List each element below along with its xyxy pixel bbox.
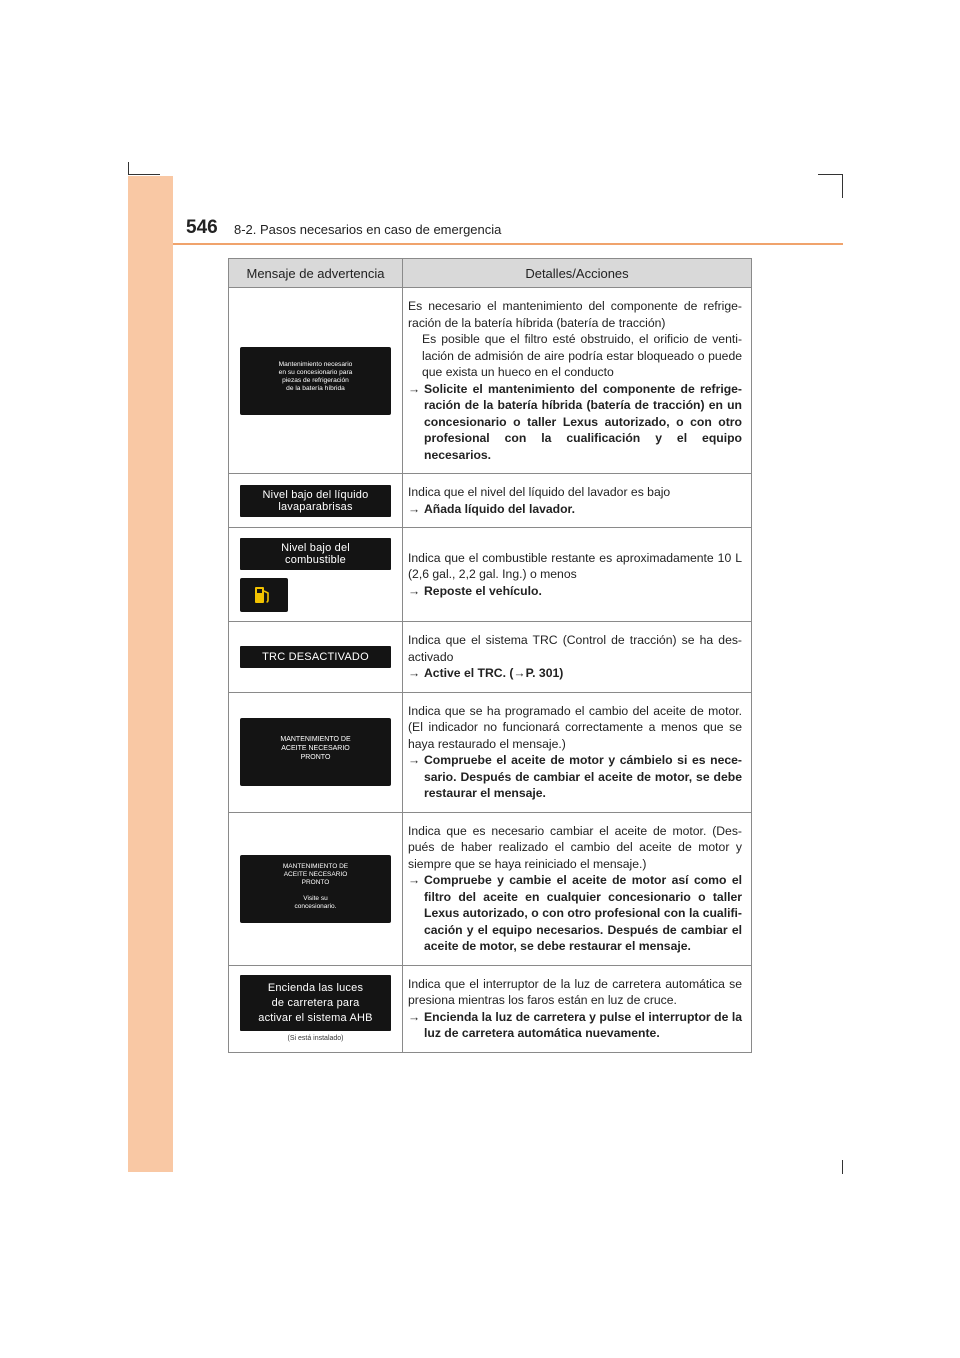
display-line: ACEITE NECESARIO <box>283 870 348 878</box>
description: Indica que el combustible restante es aproximadamente 10 L (2,6 gal., 2,2 gal. Ing.) o menos <box>408 550 742 582</box>
message-cell <box>229 812 403 965</box>
display-washer-fluid-low <box>240 485 391 517</box>
action: Compruebe el aceite de motor y cámbielo si es nece-sario. Después de cambiar el aceite de motor, se debe restaurar el mensaje. <box>424 753 742 800</box>
crop-mark-top-left <box>128 174 160 175</box>
action: Reposte el vehículo. <box>424 583 542 598</box>
arrow-icon: → <box>408 381 421 396</box>
action: Añada líquido del lavador. <box>424 501 576 516</box>
display-line: de carretera para <box>271 997 360 1009</box>
crop-mark-bottom-right <box>842 1160 843 1174</box>
display-line: TRC DESACTIVADO <box>262 650 369 663</box>
display-line: lavaparabrisas <box>278 500 353 513</box>
display-line: piezas de refrigeración <box>282 376 349 384</box>
table-row <box>229 474 752 528</box>
arrow-icon: → <box>408 501 421 516</box>
display-line: Nivel bajo del <box>281 541 350 554</box>
description: Indica que se ha programado el cambio del aceite de motor. (El indicador no funcionará correctamente a menos que se haya restaurado el mensaje.) <box>408 703 742 751</box>
arrow-icon: → <box>408 753 421 767</box>
fuel-pump-icon <box>254 585 272 605</box>
display-line: de la batería híbrida <box>286 384 345 392</box>
table-header-row <box>229 259 752 288</box>
display-fuel-low <box>240 538 391 570</box>
page-number: 546 <box>186 217 218 238</box>
display-line: Mantenimiento necesario <box>278 360 353 368</box>
display-line: concesionario. <box>294 902 337 910</box>
header-rule <box>173 243 843 245</box>
display-line: MANTENIMIENTO DE <box>280 736 351 743</box>
warning-message-table <box>228 258 752 1053</box>
header-details-actions: Detalles/Acciones <box>403 259 752 288</box>
table-row <box>229 622 752 693</box>
details-cell <box>403 622 752 693</box>
message-cell <box>229 288 403 474</box>
display-line: Nivel bajo del líquido <box>262 488 369 501</box>
display-line: Visite su <box>303 894 328 902</box>
action: Compruebe y cambie el aceite de motor así como el filtro del aceite en cualquier concesionario o taller Lexus autorizado, o con otro profesional con la cualifi-cación y el equipo necesarios. Después de cambiar el aceite de motor, se debe restaurar el mensaje. <box>424 873 742 953</box>
crop-mark-top-left-vertical <box>128 162 129 174</box>
display-oil-maintenance-required <box>240 855 391 923</box>
description: Indica que el nivel del líquido del lavador es bajo <box>408 485 671 499</box>
action: Active el TRC. (→P. 301) <box>424 666 564 680</box>
details-cell <box>403 474 752 528</box>
table-row <box>229 965 752 1052</box>
display-line: PRONTO <box>300 754 331 761</box>
description: Es necesario el mantenimiento del componente de refrige-ración de la batería híbrida (batería de tracción) <box>408 299 742 330</box>
sub-description: Es posible que el filtro esté obstruido, el orificio de venti-lación de admisión de aire podría estar bloqueado o puede que exista un hueco en el conducto <box>422 332 742 379</box>
display-line: MANTENIMIENTO DE <box>282 862 349 870</box>
message-cell <box>229 692 403 812</box>
message-cell <box>229 965 403 1052</box>
display-line: PRONTO <box>301 878 330 886</box>
if-equipped-note: (Si está instalado) <box>287 1035 344 1042</box>
display-hybrid-battery-cooling <box>240 347 391 415</box>
description: Indica que el interruptor de la luz de carretera automática se presiona mientras los faros están en luz de cruce. <box>408 976 742 1007</box>
details-cell <box>403 528 752 622</box>
message-cell <box>229 528 403 622</box>
display-ahb-activate <box>240 975 391 1031</box>
message-cell <box>229 622 403 693</box>
details-cell <box>403 288 752 474</box>
display-spacer <box>240 887 391 895</box>
chapter-sidebar <box>128 176 173 1172</box>
fuel-indicator <box>240 578 288 612</box>
action: Encienda la luz de carretera y pulse el interruptor de la luz de carretera automática nuevamente. <box>424 1009 742 1040</box>
arrow-icon: → <box>408 1009 421 1024</box>
table-row <box>229 528 752 622</box>
display-line: combustible <box>285 553 346 566</box>
table-row <box>229 288 752 474</box>
description: Indica que el sistema TRC (Control de tracción) se ha des-activado <box>408 633 742 664</box>
action: Solicite el mantenimiento del componente de refrige-ración de la batería híbrida (batería de tracción) en un concesionario o taller Lexus autorizado, o con otro profesional con la cualificación y el equipo necesarios. <box>424 381 742 462</box>
crop-mark-top-right <box>818 174 842 175</box>
display-trc-off <box>240 646 391 668</box>
details-cell <box>403 812 752 965</box>
section-title: 8-2. Pasos necesarios en caso de emergencia <box>234 222 502 237</box>
display-line: activar el sistema AHB <box>258 1012 373 1024</box>
description: Indica que es necesario cambiar el aceite de motor. (Des-pués de haber realizado el cambio del aceite de motor y siempre que se haya reiniciado el mensaje.) <box>408 823 742 871</box>
table-row <box>229 692 752 812</box>
display-line: Encienda las luces <box>267 982 364 994</box>
details-cell <box>403 692 752 812</box>
display-line: ACEITE NECESARIO <box>281 745 350 752</box>
table-row <box>229 812 752 965</box>
header-warning-message: Mensaje de advertencia <box>229 259 403 288</box>
message-cell <box>229 474 403 528</box>
details-cell <box>403 965 752 1052</box>
arrow-icon: → <box>408 666 421 680</box>
crop-mark-top-right-vertical <box>842 174 843 198</box>
arrow-icon: → <box>408 873 421 887</box>
display-line: en su concesionario para <box>278 368 353 376</box>
arrow-icon: → <box>408 583 421 598</box>
display-oil-maintenance-soon <box>240 718 391 786</box>
